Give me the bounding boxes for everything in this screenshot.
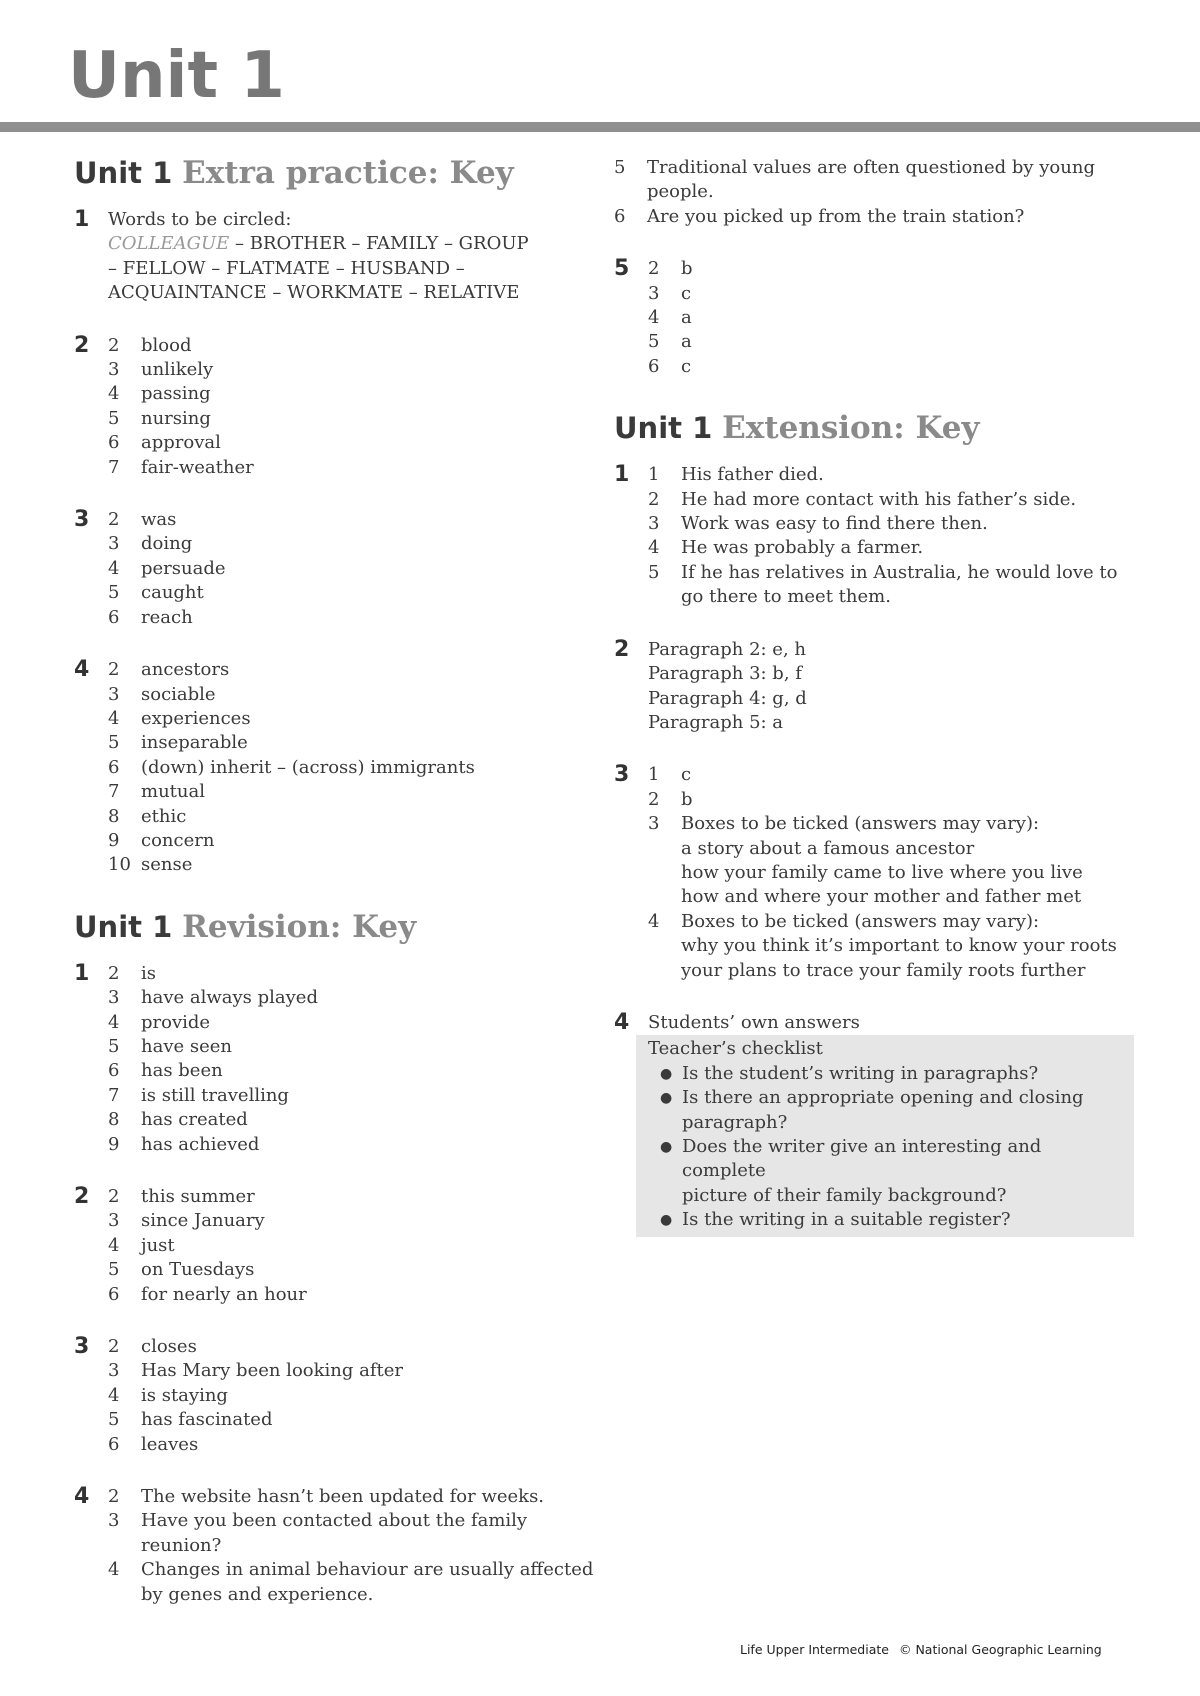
answer-item <box>108 683 594 707</box>
answer-item <box>614 205 1134 229</box>
extension-exercise-4 <box>614 1011 1134 1237</box>
answer-text: blood <box>141 334 192 356</box>
bullet-icon: ● <box>660 1212 673 1229</box>
answer-line: Paragraph 3: b, f <box>648 663 802 685</box>
answer-text <box>141 1485 594 1509</box>
extra-exercise-3 <box>74 508 594 630</box>
answer-number: 3 <box>648 282 660 304</box>
answer-text: mutual <box>141 781 205 803</box>
answer-number: 4 <box>108 1011 120 1033</box>
answer-text: has been <box>141 1060 223 1082</box>
page-footer <box>740 1642 1102 1657</box>
answer-item <box>108 407 594 431</box>
answer-item <box>648 355 1134 379</box>
book-title: Life Upper Intermediate <box>740 1642 889 1657</box>
answer-item <box>108 805 594 829</box>
answer-item <box>108 780 594 804</box>
answer-item <box>108 1283 594 1307</box>
exercise-number: 3 <box>74 507 90 533</box>
answer-item <box>648 306 1134 330</box>
answer-item <box>648 488 1134 512</box>
checklist-item <box>648 1086 1126 1135</box>
answer-item <box>108 756 594 780</box>
answer-number: 9 <box>108 829 120 851</box>
answer-number: 6 <box>614 205 626 227</box>
answer-number: 4 <box>108 1384 120 1406</box>
answer-number: 3 <box>108 1510 120 1532</box>
answer-line: people. <box>647 181 714 203</box>
answer-line: The website hasn’t been updated for weeks. <box>141 1486 545 1508</box>
answer-text <box>647 156 1134 205</box>
answer-text: provide <box>141 1011 211 1033</box>
word-line: ACQUAINTANCE – WORKMATE – RELATIVE <box>108 282 520 304</box>
answer-item <box>108 1258 594 1282</box>
checklist-item <box>648 1208 1126 1232</box>
answer-text: He had more contact with his father’s side. <box>681 488 1077 510</box>
answer-text: c <box>681 282 692 304</box>
answer-text: is <box>141 962 156 984</box>
answer-item <box>648 282 1134 306</box>
answer-number: 2 <box>108 1486 120 1508</box>
answer-item <box>108 658 594 682</box>
extra-practice-heading <box>74 152 594 194</box>
answer-text: has created <box>141 1109 248 1131</box>
answer-line: Boxes to be ticked (answers may vary): <box>681 813 1040 835</box>
answer-text: (down) inherit – (across) immigrants <box>141 756 475 778</box>
answer-number: 4 <box>648 537 660 559</box>
answer-number: 3 <box>648 513 660 535</box>
answer-item <box>108 606 594 630</box>
answer-number: 10 <box>108 854 131 876</box>
answer-number: 2 <box>108 962 120 984</box>
answer-text: b <box>681 788 693 810</box>
answer-line: by genes and experience. <box>141 1583 374 1605</box>
answer-number: 6 <box>108 1283 120 1305</box>
answer-line: Boxes to be ticked (answers may vary): <box>681 910 1040 932</box>
answer-number: 4 <box>108 707 120 729</box>
answer-item <box>108 382 594 406</box>
answer-item <box>108 1509 594 1558</box>
teacher-checklist <box>636 1035 1134 1236</box>
answer-number: 1 <box>648 764 660 786</box>
extra-exercise-1 <box>74 208 594 306</box>
page-title: Unit 1 <box>68 39 285 113</box>
answer-item <box>648 536 1134 560</box>
answer-text: closes <box>141 1336 197 1358</box>
answer-text: concern <box>141 829 215 851</box>
ticked-option: how your family came to live where you live <box>681 861 1083 883</box>
answer-item <box>108 1335 594 1359</box>
answer-text: a <box>681 331 692 353</box>
answer-number: 5 <box>108 582 120 604</box>
exercise-number: 4 <box>614 1009 630 1035</box>
answer-text: is still travelling <box>141 1084 289 1106</box>
heading-unit: Unit 1 <box>614 411 713 446</box>
exercise-number: 1 <box>74 960 90 986</box>
answer-number: 5 <box>108 732 120 754</box>
checklist-text <box>682 1135 1126 1208</box>
answer-number: 3 <box>648 813 660 835</box>
answer-number: 4 <box>648 910 660 932</box>
answer-number: 8 <box>108 805 120 827</box>
answer-item <box>108 431 594 455</box>
answer-text: leaves <box>141 1433 199 1455</box>
answer-item <box>108 334 594 358</box>
answer-item <box>108 1035 594 1059</box>
answer-number: 6 <box>108 1060 120 1082</box>
answer-item <box>108 557 594 581</box>
answer-text: approval <box>141 432 221 454</box>
exercise-number: 4 <box>74 1484 90 1510</box>
answer-number: 4 <box>108 1559 120 1581</box>
answer-item <box>108 1133 594 1157</box>
answer-item <box>648 812 1134 910</box>
answer-number: 2 <box>108 509 120 531</box>
answer-text: a <box>681 307 692 329</box>
answer-number: 4 <box>648 307 660 329</box>
answer-item <box>108 1384 594 1408</box>
checklist-title: Teacher’s checklist <box>648 1038 823 1060</box>
answer-text <box>681 910 1134 983</box>
extension-heading <box>614 407 1134 449</box>
answer-item <box>108 1558 594 1607</box>
exercise-number: 5 <box>614 256 630 282</box>
word-line <box>108 232 594 256</box>
answer-item <box>108 1185 594 1209</box>
answer-item <box>108 1084 594 1108</box>
answer-text: this summer <box>141 1186 255 1207</box>
answer-text: b <box>681 258 693 280</box>
ticked-option: a story about a famous ancestor <box>681 837 975 859</box>
answer-text: have seen <box>141 1035 233 1057</box>
answer-item <box>108 1059 594 1083</box>
answer-number: 7 <box>108 456 120 478</box>
answer-text: fair-weather <box>141 456 254 478</box>
answer-item <box>108 1433 594 1457</box>
answer-number: 6 <box>108 756 120 778</box>
answer-text: doing <box>141 533 193 555</box>
answer-text: experiences <box>141 707 251 729</box>
answer-item <box>108 1485 594 1509</box>
answer-item <box>108 1108 594 1132</box>
answer-number: 5 <box>108 407 120 429</box>
answer-number: 3 <box>108 1210 120 1232</box>
extension-exercise-1 <box>614 463 1134 609</box>
answer-number: 5 <box>108 1259 120 1281</box>
answer-item <box>108 1011 594 1035</box>
answer-number: 3 <box>108 1360 120 1382</box>
revision-heading <box>74 906 594 948</box>
answer-line: Traditional values are often questioned by young <box>647 157 1095 178</box>
answer-item <box>614 156 1134 205</box>
answer-item <box>108 1359 594 1383</box>
ticked-option: how and where your mother and father met <box>681 886 1082 908</box>
title-rule <box>0 122 1200 132</box>
heading-title: Extension: Key <box>722 410 980 447</box>
revision-exercise-1 <box>74 962 594 1157</box>
checklist-text: Is the writing in a suitable register? <box>682 1209 1011 1231</box>
revision-exercise-2 <box>74 1185 594 1307</box>
answer-line: Paragraph 4: g, d <box>648 687 807 709</box>
exercise-number: 1 <box>74 207 90 232</box>
answer-number: 2 <box>648 788 660 810</box>
exercise-number: 1 <box>614 462 630 488</box>
exercise-number: 2 <box>614 636 630 662</box>
answer-number: 2 <box>648 488 660 510</box>
answer-number: 6 <box>648 355 660 377</box>
answer-text: have always played <box>141 987 318 1009</box>
answer-item <box>648 763 1134 787</box>
checklist-line: paragraph? <box>682 1111 788 1133</box>
answer-item <box>108 508 594 532</box>
bullet-icon: ● <box>660 1065 673 1082</box>
answer-text: for nearly an hour <box>141 1283 307 1305</box>
answer-line: reunion? <box>141 1534 222 1556</box>
checklist-item <box>648 1135 1126 1208</box>
answer-number: 7 <box>108 781 120 803</box>
answer-line: Paragraph 2: e, h <box>648 638 806 660</box>
answer-item <box>648 561 1134 610</box>
answer-text: persuade <box>141 557 226 579</box>
ticked-option: your plans to trace your family roots further <box>681 959 1086 981</box>
answer-text: just <box>141 1234 175 1256</box>
revision-exercise-4-continued <box>614 156 1134 229</box>
answer-line: Students’ own answers <box>648 1011 860 1033</box>
example-word: COLLEAGUE <box>108 233 230 255</box>
answer-item <box>108 829 594 853</box>
checklist-line: Does the writer give an interesting and complete <box>682 1136 1042 1182</box>
answer-number: 6 <box>108 1433 120 1455</box>
revision-exercise-5 <box>614 257 1134 379</box>
answer-line: Have you been contacted about the family <box>141 1510 528 1532</box>
answer-number: 5 <box>108 1035 120 1057</box>
answer-line: Changes in animal behaviour are usually affected <box>141 1559 594 1581</box>
answer-item <box>108 707 594 731</box>
answer-item <box>648 512 1134 536</box>
answer-text: He was probably a farmer. <box>681 537 924 559</box>
heading-title: Revision: Key <box>182 908 417 945</box>
answer-number: 2 <box>108 334 120 356</box>
answer-item <box>648 463 1134 487</box>
answer-item <box>648 788 1134 812</box>
answer-item <box>648 330 1134 354</box>
bullet-icon: ● <box>660 1090 673 1107</box>
heading-unit: Unit 1 <box>74 156 173 190</box>
checklist-text <box>682 1086 1084 1135</box>
answer-number: 6 <box>108 432 120 454</box>
copyright: © National Geographic Learning <box>898 1642 1102 1657</box>
answer-number: 5 <box>648 561 660 583</box>
answer-number: 3 <box>108 359 120 381</box>
answer-number: 5 <box>108 1409 120 1431</box>
answer-text <box>647 205 1134 229</box>
exercise-number: 2 <box>74 332 90 358</box>
answer-text: on Tuesdays <box>141 1259 255 1281</box>
answer-number: 9 <box>108 1133 120 1155</box>
answer-item <box>108 1408 594 1432</box>
answer-item <box>108 962 594 986</box>
answer-line: If he has relatives in Australia, he would love to <box>681 561 1118 583</box>
answer-text: has achieved <box>141 1133 260 1155</box>
checklist-item <box>648 1062 1126 1086</box>
checklist-text: Is the student’s writing in paragraphs? <box>682 1062 1039 1084</box>
answer-text: c <box>681 764 692 786</box>
word-line-rest: – BROTHER – FAMILY – GROUP <box>229 233 529 255</box>
revision-exercise-4 <box>74 1485 594 1607</box>
answer-text: Has Mary been looking after <box>141 1360 404 1382</box>
answer-number: 2 <box>648 258 660 280</box>
answer-text: reach <box>141 606 193 628</box>
checklist-line: picture of their family background? <box>682 1184 1007 1206</box>
answer-number: 8 <box>108 1109 120 1131</box>
checklist-line: Is there an appropriate opening and closing <box>682 1087 1084 1109</box>
extension-exercise-3 <box>614 763 1134 983</box>
answer-line: Paragraph 5: a <box>648 711 784 733</box>
answer-item <box>108 1234 594 1258</box>
revision-exercise-3 <box>74 1335 594 1457</box>
answer-text: has fascinated <box>141 1409 273 1431</box>
extra-exercise-2 <box>74 334 594 480</box>
answer-number: 5 <box>648 331 660 353</box>
answer-text: is staying <box>141 1384 228 1406</box>
answer-item <box>108 986 594 1010</box>
answer-text: inseparable <box>141 732 248 754</box>
exercise-number: 3 <box>614 762 630 788</box>
answer-number: 7 <box>108 1084 120 1106</box>
answer-item <box>108 581 594 605</box>
answer-text: c <box>681 355 692 377</box>
answer-number: 1 <box>648 464 660 486</box>
answer-text <box>681 561 1134 610</box>
answer-number: 4 <box>108 383 120 405</box>
answer-text: sense <box>141 854 193 876</box>
answer-text: passing <box>141 383 211 405</box>
answer-text: ancestors <box>141 659 230 681</box>
answer-item <box>108 456 594 480</box>
right-column <box>614 156 1134 1265</box>
heading-title: Extra practice: Key <box>182 155 514 191</box>
answer-item <box>108 853 594 877</box>
answer-number: 2 <box>108 659 120 681</box>
answer-text <box>141 1558 594 1607</box>
word-line: – FELLOW – FLATMATE – HUSBAND – <box>108 257 465 279</box>
left-column <box>74 152 594 1607</box>
answer-text: Work was easy to find there then. <box>681 513 988 535</box>
answer-number: 5 <box>614 157 626 178</box>
answer-item <box>108 532 594 556</box>
answer-item <box>108 358 594 382</box>
answer-text: nursing <box>141 407 211 429</box>
exercise-number: 4 <box>74 657 90 683</box>
answer-text: caught <box>141 582 204 604</box>
exercise-number: 2 <box>74 1184 90 1209</box>
answer-number: 3 <box>108 533 120 555</box>
answer-text: unlikely <box>141 359 214 381</box>
answer-number: 4 <box>108 1234 120 1256</box>
answer-line: Are you picked up from the train station? <box>647 205 1025 227</box>
answer-line: go there to meet them. <box>681 586 891 608</box>
ticked-option: why you think it’s important to know your roots <box>681 935 1117 957</box>
answer-number: 6 <box>108 606 120 628</box>
answer-number: 4 <box>108 557 120 579</box>
exercise-number: 3 <box>74 1334 90 1360</box>
extra-exercise-4 <box>74 658 594 878</box>
answer-item <box>648 257 1134 281</box>
answer-number: 2 <box>108 1186 120 1207</box>
answer-text: was <box>141 509 177 531</box>
bullet-icon: ● <box>660 1139 673 1155</box>
answer-text <box>681 812 1134 910</box>
answer-text: ethic <box>141 805 187 827</box>
answer-text: sociable <box>141 683 216 705</box>
answer-item <box>648 910 1134 983</box>
instruction: Words to be circled: <box>108 209 292 230</box>
answer-item <box>108 1209 594 1233</box>
answer-text <box>141 1509 594 1558</box>
answer-text: since January <box>141 1210 265 1232</box>
extension-exercise-2 <box>614 638 1134 736</box>
answer-number: 2 <box>108 1336 120 1358</box>
answer-number: 3 <box>108 683 120 705</box>
heading-unit: Unit 1 <box>74 909 173 944</box>
answer-number: 3 <box>108 987 120 1009</box>
answer-item <box>108 731 594 755</box>
answer-text: His father died. <box>681 464 824 486</box>
